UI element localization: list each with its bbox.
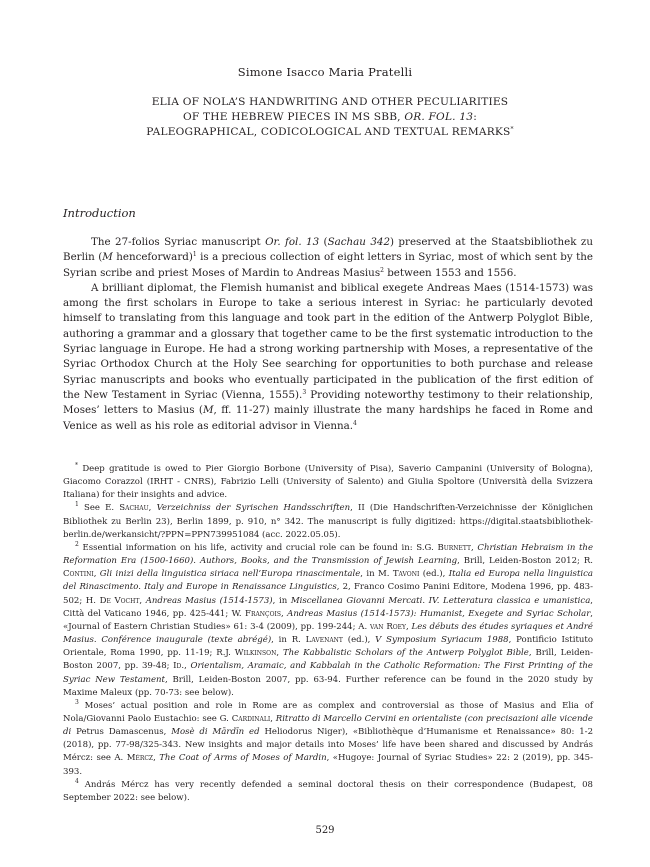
author-name: Simone Isacco Maria Pratelli bbox=[237, 65, 413, 79]
paragraph: The 27-folios Syriac manuscript Or. fol. 13 (Sachau 342) preserved at the Staatsbibliothek zu Berlin (M henceforward)$^1$ is a precious collection of eight letters in Syriac, most of which sent by the Syrian scribe and priest Moses of Mardin to Andreas Masius$^2$ between 1553 and 1556. bbox=[63, 236, 593, 279]
title-line-3: PALEOGRAPHICAL, CODICOLOGICAL AND TEXTUAL REMARKS* bbox=[146, 126, 514, 138]
section-heading: Introduction bbox=[63, 206, 136, 220]
footnote-ref: 2 bbox=[380, 266, 384, 274]
title-line-2: OF THE HEBREW PIECES IN MS SBB, OR. FOL. 13: bbox=[183, 111, 477, 123]
footnotes bbox=[63, 463, 593, 805]
footnote-ref: 1 bbox=[192, 251, 197, 259]
footnote: $^2$ Essential information on his life, activity and crucial role can be found in: S.G. Burnett, Christian Hebraism in the Reformation Era (1500-1660). Authors, Books, and the Transmission of Jewish Learning, Brill, Leiden-Boston 2012; R. Contini, Gli inizi della linguistica siriaca nell’Europa rinascimentale, in M. Tavoni (ed.), Italia ed Europa nella linguistica del Rinascimento. Italy and Europe in Renaissance Linguistics, 2, Franco Cosimo Panini Editore, Modena 1996, pp. 483-502; H. De Vocht, Andreas Masius (1514-1573), in Miscellanea Giovanni Mercati. IV. Letteratura classica e umanistica, Città del Vaticano 1946, pp. 425-441; W. François, Andreas Masius (1514-1573): Humanist, Exegete and Syriac Scholar, «Journal of Eastern Christian Studies» 61: 3-4 (2009), pp. 199-244; A. van Roey, Les débuts des études syriaques et André Masius. Conférence inaugurale (texte abrégé), in R. Lavenant (ed.), V Symposium Syriacum 1988, Pontificio Istituto Orientale, Roma 1990, pp. 11-19; R.J. Wilkinson, The Kabbalistic Scholars of the Antwerp Polyglot Bible, Brill, Leiden-Boston 2007, pp. 39-48; Id., Orientalism, Aramaic, and Kabbalah in the Catholic Reformation: The First Printing of the Syriac New Testament, Brill, Leiden-Boston 2007, pp. 63-94. Further reference can be found in the 2020 study by Maxime Maleux (pp. 70-73: see below). bbox=[63, 540, 594, 698]
footnote: $^4$ András Mércz has very recently defended a seminal doctoral thesis on their correspondence (Budapest, 08 September 2022: see below). bbox=[63, 777, 593, 803]
footnote-marker: * bbox=[510, 126, 514, 133]
footnote-ref: 4 bbox=[353, 419, 357, 427]
title-line-1: ELIA OF NOLA’S HANDWRITING AND OTHER PECULIARITIES bbox=[151, 96, 509, 108]
body-text bbox=[63, 235, 593, 434]
footnote: $^1$ See E. Sachau, Verzeichniss der Syrischen Handsschriften, II (Die Handschriften-Verzeichnisse der Königlichen Bibliothek zu Berlin 23), Berlin 1899, p. 910, n° 342. The manuscript is fully digitized: https://digital.staatsbibliothek-berlin.de/werkansicht/?PPN=PPN739951084 (acc. 2022.05.05). bbox=[63, 501, 593, 540]
article-title bbox=[70, 95, 590, 140]
footnote: $^3$ Moses’ actual position and role in Rome are as complex and controversial as those of Masius and Elia of Nola/Giovanni Paolo Eustachio: see G. Cardinali, Ritratto di Marcello Cervini en orientaliste (con precisazioni alle vicende di Petrus Damascenus, Mosè di Mārdīn ed Heliodorus Niger), «Bibliothèque d’Humanisme et Renaissance» 80: 1-2 (2018), pp. 77-98/325-343. New insights and major details into Moses’ life have been shared and discussed by András Mércz: see A. Mércz, The Coat of Arms of Moses of Mardin, «Hugoye: Journal of Syriac Studies» 22: 2 (2019), pp. 345-393. bbox=[63, 698, 594, 777]
footnote-ref: 3 bbox=[302, 388, 307, 396]
paragraph: A brilliant diplomat, the Flemish humanist and biblical exegete Andreas Maes (1514-1573) was among the first scholars in Europe to take a serious interest in Syriac: he particularly devoted himself to translating from this language and took part in the edition of the Antwerp Polyglot Bible, authoring a grammar and a glossary that together came to be the first systematic introduction to the Syriac language in Europe. He had a strong working partnership with Moses, a representative of the Syriac Orthodox Church at the Holy See searching for opportunities to both purchase and release Syriac manuscripts and books who eventually participated in the publication of the first edition of the New Testament in Syriac (Vienna, 1555).$^3$ Providing noteworthy testimony to their relationship, Moses’ letters to Masius (M, ff. 11-27) mainly illustrate the many hardships he faced in Rome and Venice as well as his role as editorial advisor in Vienna.$^4$ bbox=[63, 281, 593, 432]
page-number: 529 bbox=[315, 825, 335, 836]
footnote: * Deep gratitude is owed to Pier Giorgio Borbone (University of Pisa), Saverio Campanini (University of Bologna), Giacomo Corazzol (IRHT - CNRS), Fabrizio Lelli (University of Salento) and Giulia Spoltore (Università della Svizzera Italiana) for their insights and advice. bbox=[63, 462, 593, 501]
